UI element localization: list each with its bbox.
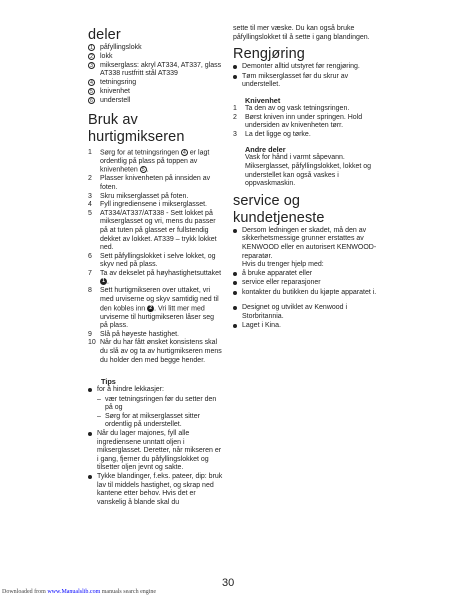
list-item	[233, 270, 380, 280]
step-text	[100, 287, 223, 330]
knivenhet-step	[233, 131, 380, 140]
bullet-dot	[233, 229, 237, 233]
step-number: 5	[88, 209, 92, 217]
knivenhet-list	[233, 105, 380, 139]
step-text-part: .	[107, 278, 109, 286]
service-title: service og kundetjeneste	[233, 192, 325, 226]
rengjoring-list	[233, 63, 380, 90]
step-ref-circle: 5	[140, 166, 147, 173]
part-label: lokk	[100, 52, 113, 60]
list-item-text: Sørg for at mikserglasset sitter ordentlig på understellet.	[105, 412, 200, 429]
step-text	[100, 201, 223, 210]
step-text-part: AT334/AT337/AT338 - Sett lokket på mikserglasset og vri, mens du passer på at tuten på glasset er fullstendig dekket av lokket. AT339 – trykk lokket ned.	[100, 209, 217, 252]
left-column	[88, 0, 223, 507]
step-number: 3	[88, 192, 92, 200]
step-item	[88, 270, 223, 288]
footer-pre: Downloaded from	[2, 589, 48, 595]
step-text-part: Skru mikserglasset på foten.	[100, 192, 189, 200]
bullet-dot	[233, 281, 237, 285]
list-item	[88, 396, 223, 413]
part-label: tetningsring	[100, 79, 137, 87]
part-item	[88, 53, 223, 62]
part-number	[88, 88, 100, 97]
bullet-icon	[233, 73, 242, 90]
step-number: 1	[88, 148, 92, 156]
list-item	[233, 279, 380, 289]
dash-icon: –	[97, 412, 101, 420]
step-text	[100, 253, 223, 270]
part-number-circle: 6	[88, 97, 95, 104]
part-number	[88, 53, 100, 62]
part-label: knivenhet	[100, 88, 130, 95]
step-number: 3	[233, 130, 237, 138]
step-text-part: Fyll ingrediensene i mikserglasset.	[100, 201, 207, 209]
rengjoring-title: Rengjøring	[233, 46, 305, 63]
parts-list	[88, 44, 223, 106]
part-number	[88, 44, 100, 53]
list-item-text: å bruke apparatet eller	[242, 269, 313, 277]
list-item	[233, 63, 380, 73]
list-item-text: Hvis du trenger hjelp med:	[242, 261, 324, 269]
bullet-icon	[233, 304, 242, 321]
part-label: påfyllingslokk	[100, 44, 142, 51]
list-item	[88, 386, 223, 396]
bullet-dot	[233, 291, 237, 295]
bullet-dot	[233, 65, 237, 69]
right-column	[233, 0, 380, 331]
bullet-dot	[233, 306, 237, 310]
part-label: understell	[100, 96, 131, 104]
step-number: 1	[233, 104, 237, 112]
step-text-part: Plasser knivenheten på innsiden av foten.	[100, 175, 211, 191]
list-item-text: Tykke blandinger, f.eks. pateer, dip: bruk lav til middels hastighet, og skrap ned kantene etter behov. Hvis det er vanskelig å blande skal du	[97, 473, 223, 506]
step-number: 9	[88, 330, 92, 338]
list-item-text: vær tetningsringen før du setter den på og	[105, 395, 217, 412]
step-item	[88, 175, 223, 192]
step-number: 8	[88, 287, 92, 295]
list-item-text: Dersom ledningen er skadet, må den av sikkerhetsmessige grunner erstattes av KENWOOD eller en autorisert KENWOOD-reparatør.	[242, 226, 377, 260]
step-number: 7	[88, 269, 92, 277]
step-text: La det ligge og tørke.	[245, 130, 311, 138]
step-text	[100, 149, 223, 175]
step-text: Børst kniven inn under springen. Hold undersiden av knivenheten tørr.	[245, 113, 363, 130]
step-ref-circle: 4	[181, 149, 188, 156]
part-item	[88, 79, 223, 88]
bullet-icon	[88, 430, 97, 473]
part-number-circle: 1	[88, 44, 95, 51]
list-item	[233, 322, 380, 332]
step-item	[88, 287, 223, 330]
bullet-dot	[88, 475, 92, 479]
bruk-title: Bruk av hurtigmikseren	[88, 111, 185, 145]
bullet-icon	[88, 386, 97, 396]
step-item	[88, 201, 223, 210]
list-item	[88, 473, 223, 507]
step-item	[88, 210, 223, 253]
footer	[2, 589, 156, 595]
step-text-part: Når du har fått ønsket konsistens skal du slå av og ta av hurtigmikseren mens du holder den med begge hender.	[100, 339, 222, 364]
bullet-icon	[88, 473, 97, 507]
step-item	[88, 149, 223, 175]
list-item-text: for å hindre lekkasjer:	[97, 386, 164, 394]
part-item	[88, 88, 223, 97]
part-label: mikserglass: akryl AT334, AT337, glass AT338 rustfritt stål AT339	[100, 61, 222, 78]
list-item	[233, 227, 380, 261]
step-text-part: er lagt ordentlig på plass på toppen av knivenheten	[100, 149, 210, 174]
step-text	[100, 175, 223, 192]
bullet-icon	[233, 63, 242, 73]
list-item-text: Tøm mikserglasset før du skrur av understellet.	[242, 72, 349, 89]
step-text-part: Ta av dekselet på høyhastighetsuttaket	[100, 269, 222, 277]
step-text	[100, 193, 223, 202]
part-number-circle: 5	[88, 88, 95, 95]
list-item-text: service eller reparasjoner	[242, 279, 321, 287]
part-number	[88, 79, 100, 88]
part-number-circle: 2	[88, 53, 95, 60]
knivenhet-step	[233, 114, 380, 131]
step-item	[88, 339, 223, 365]
footer-post: manuals search engine	[100, 589, 157, 595]
tips-title: Tips	[101, 377, 116, 387]
bullet-icon	[233, 270, 242, 280]
step-ref-filled: 2	[147, 305, 154, 312]
part-item	[88, 97, 223, 106]
step-text-part: .	[146, 166, 149, 174]
manualslib-link[interactable]: www.Manualslib.com	[47, 589, 101, 595]
list-item	[233, 261, 380, 270]
bullet-dot	[88, 432, 92, 436]
list-item-text: kontakter du butikken du kjøpte apparatet i.	[242, 288, 377, 296]
list-item	[88, 430, 223, 473]
tips-list	[88, 386, 223, 507]
knivenhet-step	[233, 105, 380, 114]
list-item	[233, 289, 380, 299]
bullet-dot	[233, 272, 237, 276]
bullet-dot	[88, 388, 92, 392]
part-number-circle: 4	[88, 79, 95, 86]
deler-title: deler	[88, 27, 121, 43]
step-number: 2	[88, 175, 92, 183]
list-item	[88, 413, 223, 430]
part-item	[88, 62, 223, 79]
step-number: 4	[88, 201, 92, 209]
step-item	[88, 193, 223, 202]
page-number: 30	[222, 577, 235, 589]
step-text: Ta den av og vask tetningsringen.	[245, 104, 350, 112]
step-number: 10	[88, 339, 96, 347]
step-number: 6	[88, 252, 92, 260]
step-ref-filled: 1	[100, 278, 107, 285]
andre-title: Andre deler	[245, 145, 286, 155]
list-item-text: Demonter alltid utstyret før rengjøring.	[242, 63, 360, 71]
list-item	[233, 304, 380, 321]
part-number	[88, 62, 100, 79]
step-text	[100, 339, 223, 365]
part-item	[88, 44, 223, 53]
bullet-icon	[233, 289, 242, 299]
step-text-part: Slå på høyeste hastighet.	[100, 330, 179, 338]
bullet-icon	[233, 322, 242, 332]
steps-list	[88, 149, 223, 365]
bullet-dot	[233, 75, 237, 79]
list-item-text: Laget i Kina.	[242, 321, 281, 329]
part-number	[88, 97, 100, 106]
list-item-text: Designet og utviklet av Kenwood i Storbritannia.	[242, 304, 348, 321]
step-number: 2	[233, 113, 237, 121]
bullet-icon	[233, 227, 242, 261]
step-text-part: Sørg for at tetningsringen	[100, 149, 181, 157]
dash-icon: –	[97, 395, 101, 403]
bullet-icon	[233, 279, 242, 289]
step-item	[88, 253, 223, 270]
service-list	[233, 227, 380, 332]
andre-text: Vask for hånd i varmt såpevann. Mikserglasset, påfyllingslokket, lokket og understellet kan også vaskes i oppvaskmaskin.	[245, 154, 372, 188]
part-number-circle: 3	[88, 62, 95, 69]
bullet-dot	[233, 324, 237, 328]
step-text	[100, 210, 223, 253]
list-item-text: Når du lager majones, fyll alle ingrediensene unntatt oljen i mikserglasset. Deretter, når mikseren er i gang, fjerner du påfyllingslokket og tilsetter oljen jevnt og sakte.	[97, 430, 222, 472]
list-item	[233, 73, 380, 90]
continued-text: sette til mer væske. Du kan også bruke påfyllingslokket til å sette i gang blandingen.	[233, 25, 370, 41]
knivenhet-title: Knivenhet	[245, 95, 281, 105]
step-text-part: Sett påfyllingslokket i selve lokket, og skyv ned på plass.	[100, 252, 216, 269]
step-text-part: . Vri litt mer med urviserne til hurtigmikseren låser seg på plass.	[100, 304, 214, 330]
step-text	[100, 270, 223, 288]
step-text-part: Sett hurtigmikseren over uttaket, vri med urviserne og skyv samtidig ned til den kobles inn	[100, 287, 219, 312]
